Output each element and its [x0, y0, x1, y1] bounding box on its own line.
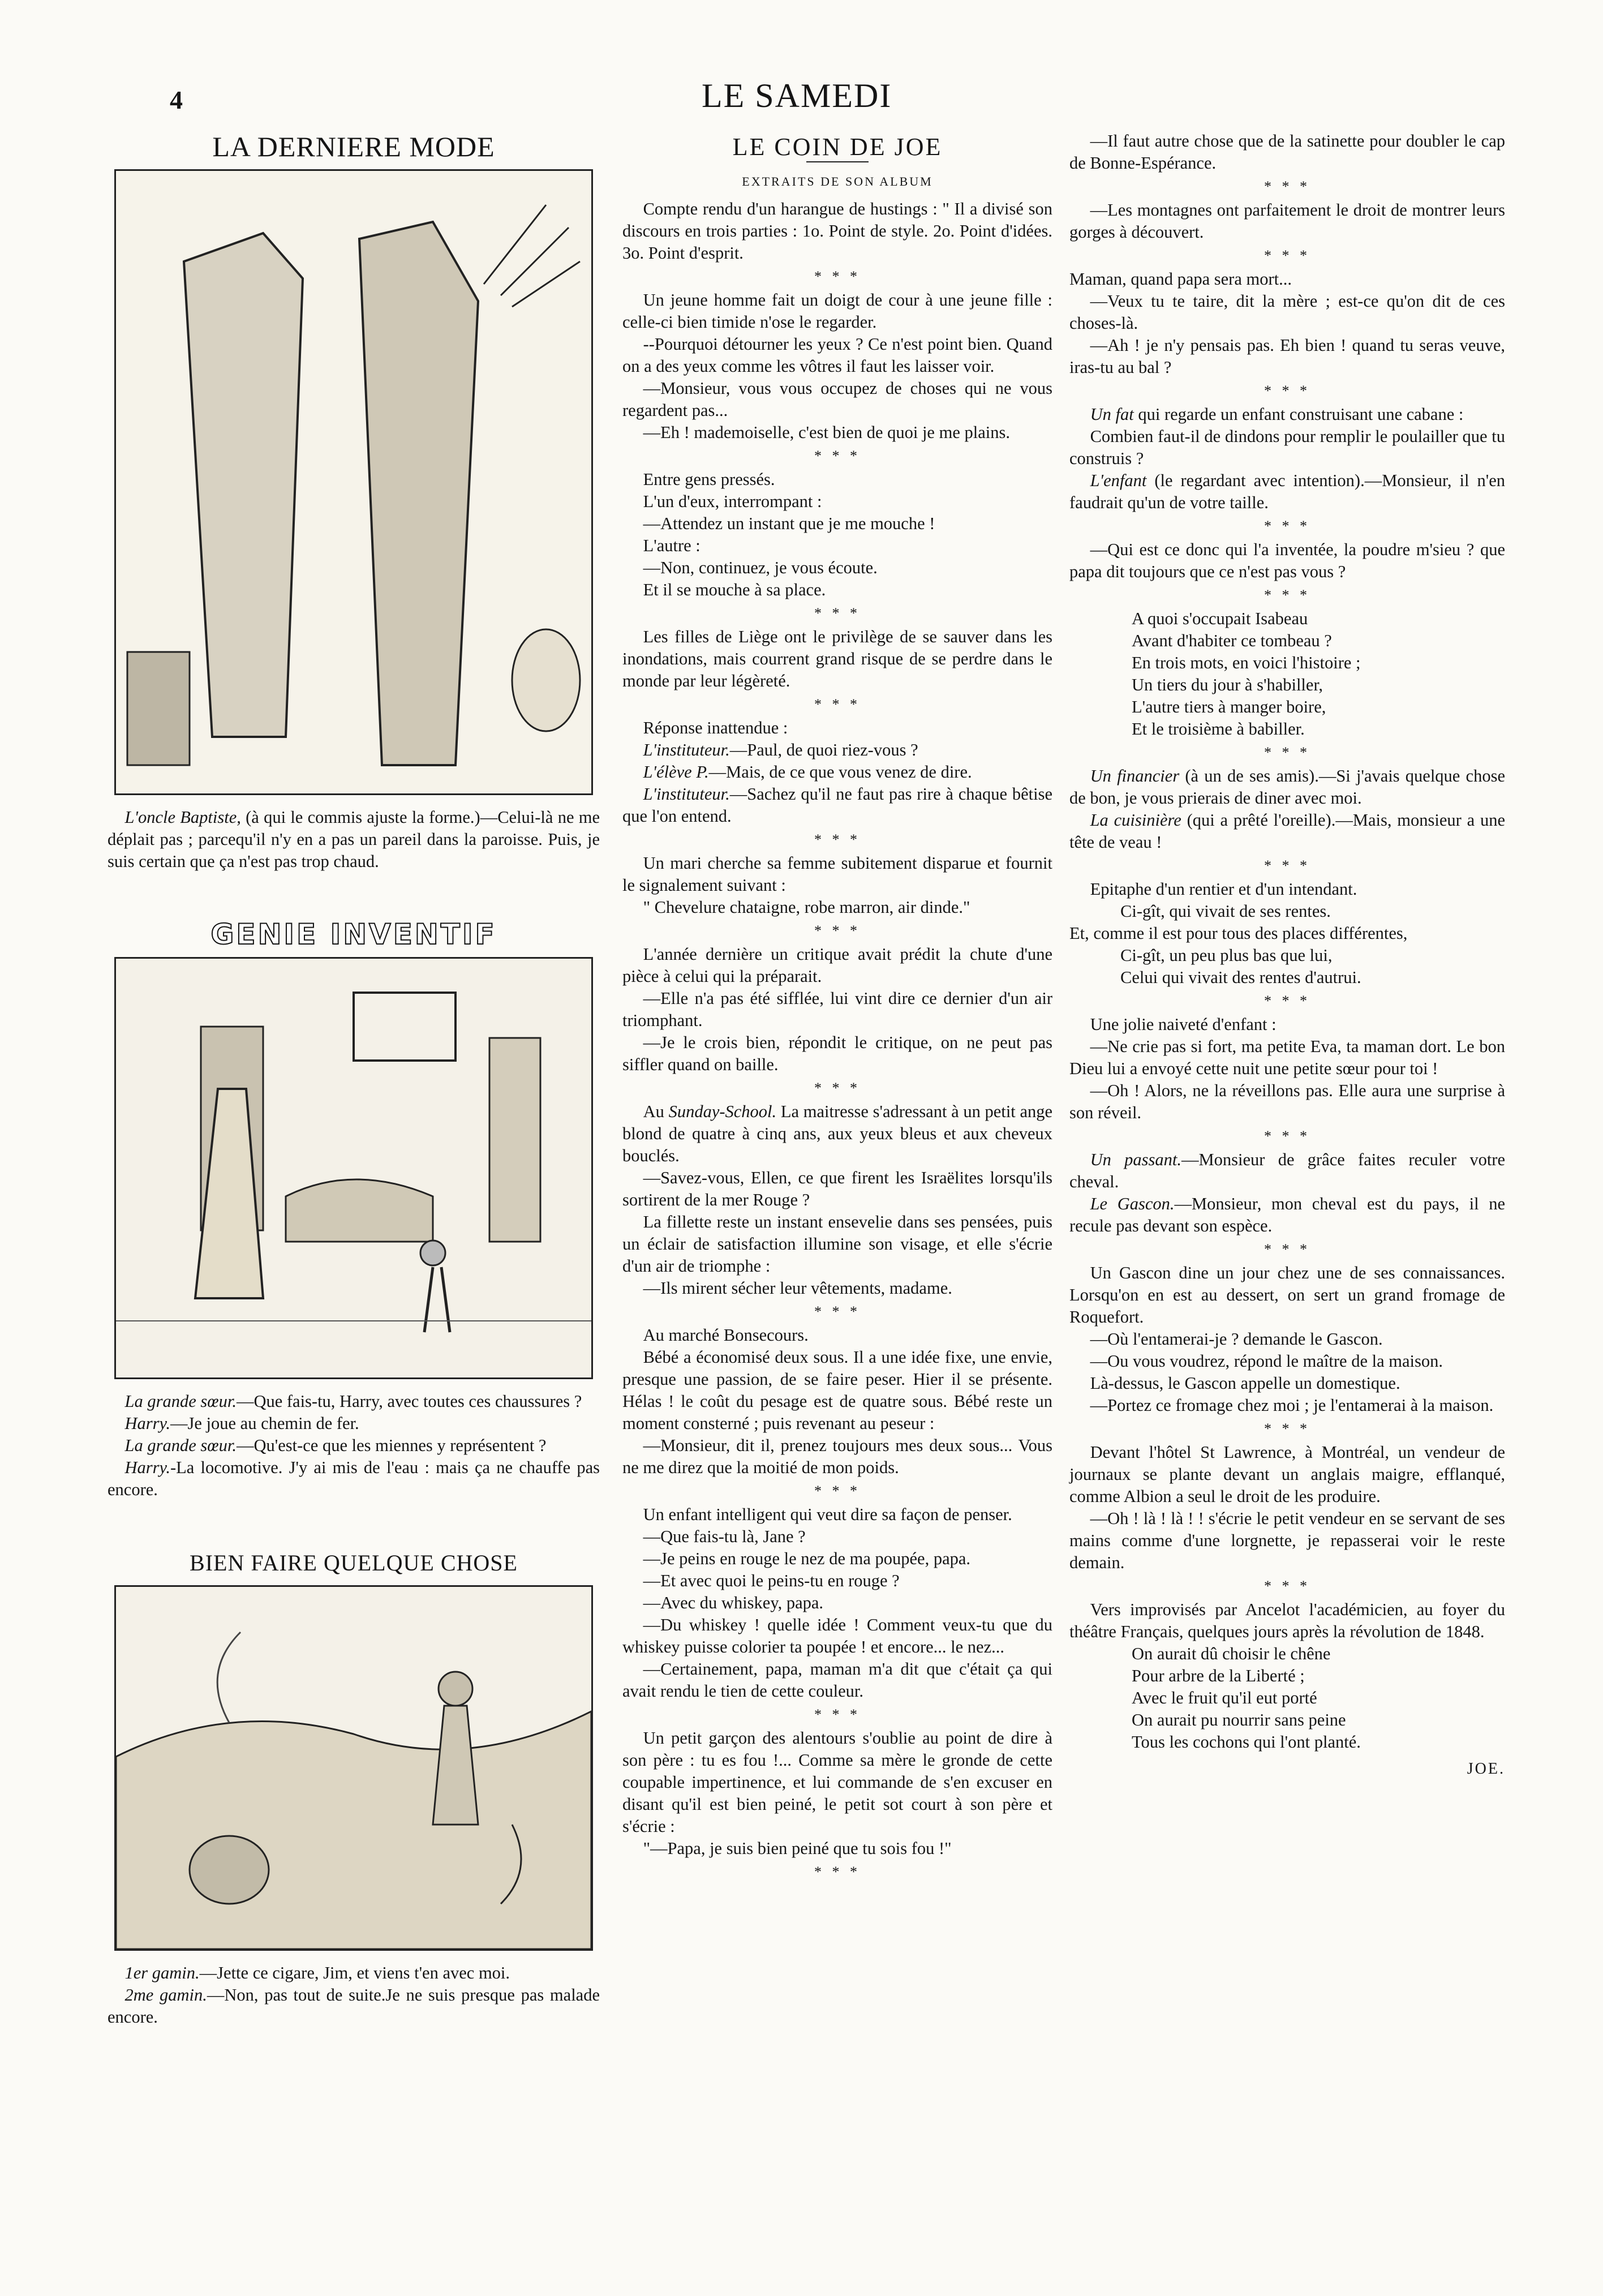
separator-stars: * * *	[1264, 993, 1310, 1009]
anecdote-line: —Avec du whiskey, papa.	[643, 1593, 824, 1612]
anecdote-line: —Oh ! Alors, ne la réveillons pas. Elle aura une surprise à son réveil.	[1069, 1081, 1505, 1122]
genie-line	[108, 1457, 600, 1501]
verse-line: Tous les cochons qui l'ont planté.	[1132, 1732, 1361, 1752]
separator-stars: * * *	[814, 448, 861, 464]
line-text: —Non, pas tout de suite.Je ne suis presque pas malade encore.	[108, 1985, 600, 2027]
speaker: L'élève P.	[643, 762, 709, 782]
line-text: —Que fais-tu, Harry, avec toutes ces chaussures ?	[236, 1392, 582, 1411]
line-text: —Je joue au chemin de fer.	[170, 1414, 359, 1433]
anecdote-line: —Ils mirent sécher leur vêtements, madame.	[643, 1278, 952, 1298]
speaker: La grande sœur.	[124, 1436, 237, 1455]
anecdote-line: L'un d'eux, interrompant :	[643, 492, 822, 511]
title-rule	[806, 161, 869, 162]
anecdote-line: —Et avec quoi le peins-tu en rouge ?	[643, 1571, 900, 1590]
anecdote-line: —Ne crie pas si fort, ma petite Eva, ta maman dort. Le bon Dieu lui a envoyé cette nuit une petite sœur pour toi !	[1069, 1037, 1505, 1078]
verse-line: En trois mots, en voici l'histoire ;	[1132, 653, 1361, 672]
speaker: Un passant.	[1090, 1150, 1181, 1169]
separator-stars: * * *	[814, 605, 861, 621]
separator-stars: * * *	[1264, 857, 1310, 874]
line-text: —Paul, de quoi riez-vous ?	[729, 740, 918, 759]
verse-line: Avant d'habiter ce tombeau ?	[1132, 631, 1332, 650]
anecdote-line: —Je peins en rouge le nez de ma poupée, papa.	[643, 1549, 971, 1568]
anecdote-line: Combien faut-il de dindons pour remplir le poulailler que tu construis ?	[1069, 427, 1505, 468]
anecdote-line: —Savez-vous, Ellen, ce que firent les Israëlites lorsqu'ils sortirent de la mer Rouge ?	[622, 1168, 1052, 1209]
middle-column	[622, 130, 1052, 1885]
epitaphe-title: Epitaphe d'un rentier et d'un intendant.	[1090, 879, 1357, 899]
coin-de-joe-title: LE COIN DE JOE	[732, 133, 943, 161]
mode-title: LA DERNIERE MODE	[212, 131, 495, 162]
anecdote-line: —Portez ce fromage chez moi ; je l'entamerai à la maison.	[1090, 1396, 1494, 1415]
speaker: La cuisinière	[1090, 810, 1181, 830]
anecdote-line: —Ou vous voudrez, répond le maître de la maison.	[1090, 1351, 1443, 1371]
bien-title: BIEN FAIRE QUELQUE CHOSE	[190, 1550, 518, 1576]
anecdote-naivete: Une jolie naiveté d'enfant :	[1090, 1015, 1277, 1034]
separator-stars: * * *	[814, 1080, 861, 1096]
speaker: 2me gamin.	[124, 1985, 207, 2005]
anecdote-line: —Elle n'a pas été sifflée, lui vint dire ce dernier d'un air triomphant.	[622, 989, 1052, 1030]
separator-stars: * * *	[1264, 383, 1310, 399]
verse-line: Et le troisième à babiller.	[1132, 719, 1305, 739]
anecdote-line: —Du whiskey ! quelle idée ! Comment veux-tu que du whiskey puisse colorier ta poupée ! et encore... le nez...	[622, 1615, 1052, 1656]
mode-caption	[108, 806, 600, 873]
separator-stars: * * *	[814, 922, 861, 939]
anecdote-line	[1069, 470, 1505, 514]
separator-stars: * * *	[814, 1706, 861, 1723]
anecdote-hustings: Compte rendu d'un harangue de hustings : " Il a divisé son discours en trois parties : 1o. Point de style. 2o. Point d'idées. 3o. Point d'esprit.	[622, 199, 1052, 263]
line-text: La maitresse s'adressant à un petit ange blond de quatre à cinq ans, aux yeux bleus et aux cheveux bouclés.	[622, 1102, 1053, 1165]
speaker: Le Gascon.	[1090, 1194, 1175, 1213]
anecdote-jeune-homme: Un jeune homme fait un doigt de cour à une jeune fille : celle-ci bien timide n'ose le regarder.	[622, 290, 1052, 332]
speaker: Un financier	[1090, 766, 1180, 786]
anecdote-line: Et il se mouche à sa place.	[643, 580, 826, 599]
separator-stars: * * *	[1264, 744, 1310, 761]
anecdote-line: —Attendez un instant que je me mouche !	[643, 514, 935, 533]
anecdote-line: —Monsieur, dit il, prenez toujours mes deux sous... Vous ne me direz que la moitié de mon poids.	[622, 1436, 1052, 1477]
dialogue-line	[622, 783, 1052, 827]
anecdote-ancelot: Vers improvisés par Ancelot l'académicien, au foyer du théâtre Français, quelques jours après la révolution de 1848.	[1069, 1600, 1505, 1641]
genie-illustration	[114, 957, 593, 1379]
bien-line	[108, 1984, 600, 2028]
anecdote-sunday-school	[622, 1101, 1052, 1167]
album-subhead: EXTRAITS DE SON ALBUM	[742, 174, 933, 188]
genie-title: GENIE INVENTIF	[210, 918, 497, 951]
anecdote-line: —Non, continuez, je vous écoute.	[643, 558, 878, 577]
separator-stars: * * *	[1264, 587, 1310, 603]
speaker: La grande sœur.	[124, 1392, 237, 1411]
genie-caption	[108, 1391, 600, 1501]
anecdote-line	[1069, 809, 1505, 853]
prefix: Au	[643, 1102, 664, 1121]
anecdote-satinette: —Il faut autre chose que de la satinette pour doubler le cap de Bonne-Espérance.	[1069, 131, 1505, 173]
line-text: —Qu'est-ce que les miennes y représentent ?	[236, 1436, 547, 1455]
anecdote-reponse: Réponse inattendue :	[643, 718, 788, 737]
school-name: Sunday-School.	[668, 1102, 777, 1121]
speaker: Un fat	[1090, 405, 1134, 424]
verse-line: Celui qui vivait des rentes d'autrui.	[1120, 968, 1361, 987]
speaker: Harry.	[124, 1458, 170, 1477]
line-text: (qui a prêté l'oreille).—Mais, monsieur a une tête de veau !	[1069, 810, 1505, 852]
speaker: 1er gamin.	[124, 1963, 200, 1982]
separator-stars: * * *	[814, 268, 861, 285]
speaker: Harry.	[124, 1414, 170, 1433]
anecdote-line: "—Papa, je suis bien peiné que tu sois fou !"	[643, 1839, 952, 1858]
signature: JOE.	[1467, 1760, 1505, 1778]
separator-stars: * * *	[1264, 1420, 1310, 1437]
bien-caption	[108, 1962, 600, 2028]
genie-line	[108, 1391, 600, 1413]
speaker: L'enfant	[1090, 471, 1147, 490]
separator-stars: * * *	[1264, 247, 1310, 264]
genie-line	[108, 1435, 600, 1457]
anecdote-line: La fillette reste un instant ensevelie dans ses pensées, puis un éclair de satisfaction illumine son visage, et elle s'écrie d'un air de triomphe :	[622, 1212, 1052, 1276]
line-text: (à un de ses amis).—Si j'avais quelque chose de bon, je vous prierais de diner avec moi.	[1069, 766, 1505, 808]
verse-line: L'autre tiers à manger boire,	[1132, 697, 1326, 716]
speaker: L'instituteur.	[643, 784, 730, 804]
dialogue-line	[622, 739, 1052, 761]
anecdote-line: —Monsieur, vous vous occupez de choses qui ne vous regardent pas...	[622, 379, 1052, 420]
anecdote-gens-presses: Entre gens pressés.	[643, 470, 775, 489]
anecdote-line: Là-dessus, le Gascon appelle un domestique.	[1090, 1374, 1400, 1393]
line-text: —Sachez qu'il ne faut pas rire à chaque bêtise que l'on entend.	[622, 784, 1052, 826]
line-text: —Monsieur, mon cheval est du pays, il ne recule pas devant son espèce.	[1069, 1194, 1505, 1235]
anecdote-st-lawrence: Devant l'hôtel St Lawrence, à Montréal, un vendeur de journaux se plante devant un anglais maigre, efflanqué, comme Albion a seul le droit de les produire.	[1069, 1443, 1505, 1506]
separator-stars: * * *	[1264, 1578, 1310, 1594]
anecdote-bonsecours: Au marché Bonsecours.	[643, 1325, 809, 1345]
verse-line: Ci-gît, qui vivait de ses rentes.	[1120, 902, 1331, 921]
verse-line: On aurait dû choisir le chêne	[1132, 1644, 1331, 1663]
anecdote-fat	[1069, 404, 1505, 426]
verse-line: On aurait pu nourrir sans peine	[1132, 1710, 1346, 1729]
line-text: —Mais, de ce que vous venez de dire.	[708, 762, 972, 782]
anecdote-line: —Ah ! je n'y pensais pas. Eh bien ! quand tu seras veuve, iras-tu au bal ?	[1069, 336, 1505, 377]
line-text: —Monsieur de grâce faites reculer votre cheval.	[1069, 1150, 1505, 1191]
mode-caption-speaker: L'oncle Baptiste,	[124, 808, 241, 827]
anecdote-line	[1069, 1193, 1505, 1237]
anecdote-line: —Je le crois bien, répondit le critique, on ne peut pas siffler quand on baille.	[622, 1033, 1052, 1074]
separator-stars: * * *	[1264, 178, 1310, 195]
anecdote-line: —Eh ! mademoiselle, c'est bien de quoi je me plains.	[643, 423, 1010, 442]
dialogue-line	[622, 761, 1052, 783]
anecdote-gascon: Un Gascon dine un jour chez une de ses connaissances. Lorsqu'on en est au dessert, on sert un grand fromage de Roquefort.	[1069, 1263, 1505, 1327]
verse-line: Et, comme il est pour tous des places différentes,	[1069, 924, 1408, 943]
verse-line: A quoi s'occupait Isabeau	[1132, 609, 1308, 628]
anecdote-financier	[1069, 765, 1505, 809]
separator-stars: * * *	[814, 1864, 861, 1880]
anecdote-poudre: —Qui est ce donc qui l'a inventée, la poudre m'sieu ? que papa dit toujours que ce n'est pas vous ?	[1069, 540, 1505, 581]
anecdote-line: L'autre :	[643, 536, 700, 555]
line-text: (le regardant avec intention).—Monsieur, il n'en faudrait qu'un de votre taille.	[1069, 471, 1506, 512]
verse-line: Avec le fruit qu'il eut porté	[1132, 1688, 1317, 1707]
anecdote-liege: Les filles de Liège ont le privilège de se sauver dans les inondations, mais courrent grand risque de se perdre dans le monde par leur légèreté.	[622, 627, 1052, 690]
anecdote-maman: Maman, quand papa sera mort...	[1069, 269, 1292, 289]
verse-line: Un tiers du jour à s'habiller,	[1132, 675, 1323, 694]
anecdote-montagnes: —Les montagnes ont parfaitement le droit de montrer leurs gorges à découvert.	[1069, 200, 1505, 242]
anecdote-passant	[1069, 1149, 1505, 1193]
mode-illustration	[114, 169, 593, 795]
separator-stars: * * *	[814, 1303, 861, 1320]
anecdote-jane: Un enfant intelligent qui veut dire sa façon de penser.	[643, 1505, 1012, 1524]
anecdote-line: —Certainement, papa, maman m'a dit que c'était ça qui avait rendu le tien de cette couleur.	[622, 1659, 1052, 1701]
bien-line	[108, 1962, 600, 1984]
anecdote-line: —Où l'entamerai-je ? demande le Gascon.	[1090, 1329, 1383, 1349]
speaker: L'instituteur.	[643, 740, 730, 759]
separator-stars: * * *	[814, 696, 861, 713]
anecdote-line: —Oh ! là ! là ! ! s'écrie le petit vendeur en se servant de ses mains comme d'une lorgnette, je repasserai voir le reste demain.	[1069, 1509, 1505, 1572]
verse-line: Pour arbre de la Liberté ;	[1132, 1666, 1305, 1685]
separator-stars: * * *	[814, 1483, 861, 1499]
genie-line	[108, 1413, 600, 1435]
line-text: qui regarde un enfant construisant une cabane :	[1138, 405, 1464, 424]
left-column	[108, 130, 600, 2028]
line-text: —Jette ce cigare, Jim, et viens t'en avec moi.	[199, 1963, 510, 1982]
anecdote-line: " Chevelure chataigne, robe marron, air dinde."	[643, 898, 970, 917]
anecdote-mari: Un mari cherche sa femme subitement disparue et fournit le signalement suivant :	[622, 853, 1052, 895]
separator-stars: * * *	[814, 831, 861, 848]
verse-line: Ci-gît, un peu plus bas que lui,	[1120, 946, 1333, 965]
anecdote-line: --Pourquoi détourner les yeux ? Ce n'est point bien. Quand on a des yeux comme les vôtres il faut les laisser voir.	[622, 334, 1052, 376]
page-number: 4	[170, 85, 183, 114]
anecdote-critique: L'année dernière un critique avait prédit la chute d'une pièce à celui qui la préparait.	[622, 945, 1052, 986]
right-column	[1069, 130, 1505, 1780]
mode-caption-text: (à qui le commis ajuste la forme.)—Celui-là ne me déplait pas ; parcequ'il n'y en a pas un pareil dans la paroisse. Puis, je suis certain que ça n'est pas trop chaud.	[108, 808, 600, 871]
separator-stars: * * *	[1264, 518, 1310, 534]
masthead: LE SAMEDI	[702, 77, 892, 114]
bien-illustration	[114, 1585, 593, 1951]
separator-stars: * * *	[1264, 1128, 1310, 1144]
anecdote-line: —Que fais-tu là, Jane ?	[643, 1527, 806, 1546]
line-text: -La locomotive. J'y ai mis de l'eau : mais ça ne chauffe pas encore.	[108, 1458, 600, 1499]
anecdote-petit-garcon: Un petit garçon des alentours s'oublie au point de dire à son père : tu es fou !... Comme sa mère le gronde de cette coupable impertinence, et lui commande de s'en excuser en disant qu'il est bien peiné, le petit sot court à son père et s'écrie :	[622, 1728, 1052, 1836]
anecdote-line: Bébé a économisé deux sous. Il a une idée fixe, une envie, presque une passion, de se faire peser. Hier il se présente. Hélas ! le coût du pesage est de quatre sous. Bébé reste un moment consterné ; puis revenant au peseur :	[622, 1347, 1052, 1433]
separator-stars: * * *	[1264, 1241, 1310, 1258]
anecdote-line: —Veux tu te taire, dit la mère ; est-ce qu'on dit de ces choses-là.	[1069, 291, 1505, 333]
